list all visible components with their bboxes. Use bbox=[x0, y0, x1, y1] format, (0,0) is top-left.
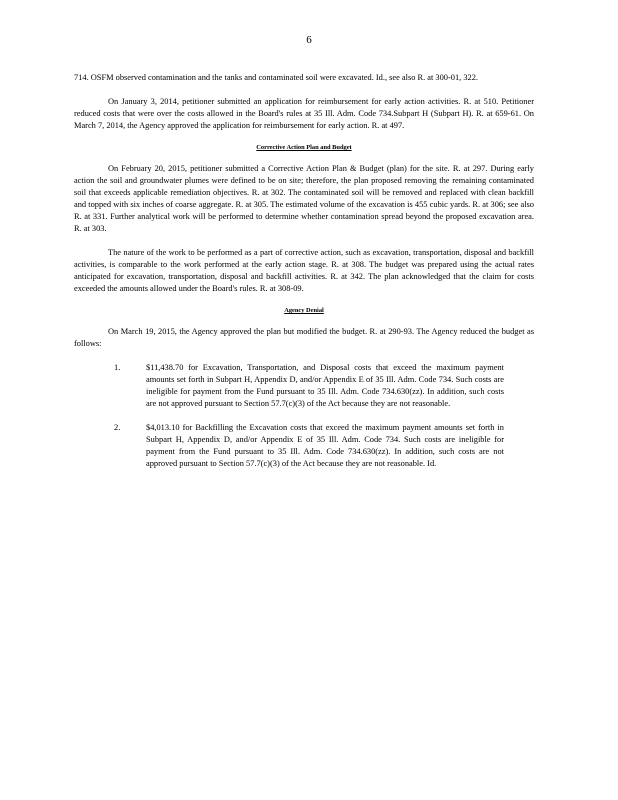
list-item-number: 2. bbox=[114, 423, 121, 432]
list-item bbox=[74, 422, 534, 470]
paragraph-plan-submission: On February 20, 2015, petitioner submitted a Corrective Action Plan & Budget (plan) for the site. R. at 297. During early action the soil and groundwater plumes were defined to be on site; therefore, the plan proposed removing the remaining contaminated soil that exceeds applicable remediation objectives. R. at 302. The contaminated soil will be removed and replaced with clean backfill and topped with six inches of coarse aggregate. R. at 305. The estimated volume of the excavation is 455 cubic yards. R. at 306; see also R. at 331. Further analytical work will be performed to determine whether contamination spread beyond the proposed excavation area. R. at 303. bbox=[74, 164, 534, 233]
budget-reduction-list bbox=[74, 362, 534, 470]
page-number: 6 bbox=[306, 34, 312, 46]
document-body bbox=[74, 72, 534, 482]
list-item-number: 1. bbox=[114, 363, 121, 372]
paragraph-work-nature: The nature of the work to be performed as a part of corrective action, such as excavation, transportation, disposal and backfill activities, is comparable to the work performed at the early action stage. R. at 308. The budget was prepared using the actual rates anticipated for excavation, transportation, disposal and backfill activities. R. at 342. The plan acknowledged that the claim for costs exceeded the amounts allowed under the Board's rules. R. at 308-09. bbox=[74, 248, 534, 293]
section-heading-text: Agency Denial bbox=[284, 307, 324, 314]
section-heading-agency-denial bbox=[74, 307, 534, 314]
list-item bbox=[74, 362, 534, 410]
paragraph-continuation: 714. OSFM observed contamination and the tanks and contaminated soil were excavated. Id., see also R. at 300-01, 322. bbox=[74, 73, 478, 82]
list-item-text: $11,438.70 for Excavation, Transportation, and Disposal costs that exceed the maximum payment amounts set forth in Subpart H, Appendix D, and/or Appendix E of 35 Ill. Adm. Code 734. Such costs are ineligible for payment from the Fund pursuant to 35 Ill. Adm. Code 734.630(zz). In addition, such costs are not approved pursuant to Section 57.7(c)(3) of the Act because they are not reasonable. bbox=[146, 363, 504, 408]
section-heading-corrective-action bbox=[74, 144, 534, 151]
section-heading-text: Corrective Action Plan and Budget bbox=[256, 144, 352, 151]
list-item-text: $4,013.10 for Backfilling the Excavation costs that exceed the maximum payment amounts set forth in Subpart H, Appendix D, and/or Appendix E of 35 Ill. Adm. Code 734. Such costs are ineligible for payment from the Fund pursuant to 35 Ill. Adm. Code 734.630(zz). In addition, such costs are not approved pursuant to Section 57.7(c)(3) of the Act because they are not reasonable. Id. bbox=[146, 423, 504, 468]
paragraph-agency-modification: On March 19, 2015, the Agency approved the plan but modified the budget. R. at 290-93. The Agency reduced the budget as follows: bbox=[74, 327, 534, 348]
paragraph-early-action-reimbursement: On January 3, 2014, petitioner submitted an application for reimbursement for early action activities. R. at 510. Petitioner reduced costs that were over the costs allowed in the Board's rules at 35 Ill. Adm. Code 734.Subpart H (Subpart H). R. at 659-61. On March 7, 2014, the Agency approved the application for reimbursement for early action. R. at 497. bbox=[74, 97, 534, 130]
